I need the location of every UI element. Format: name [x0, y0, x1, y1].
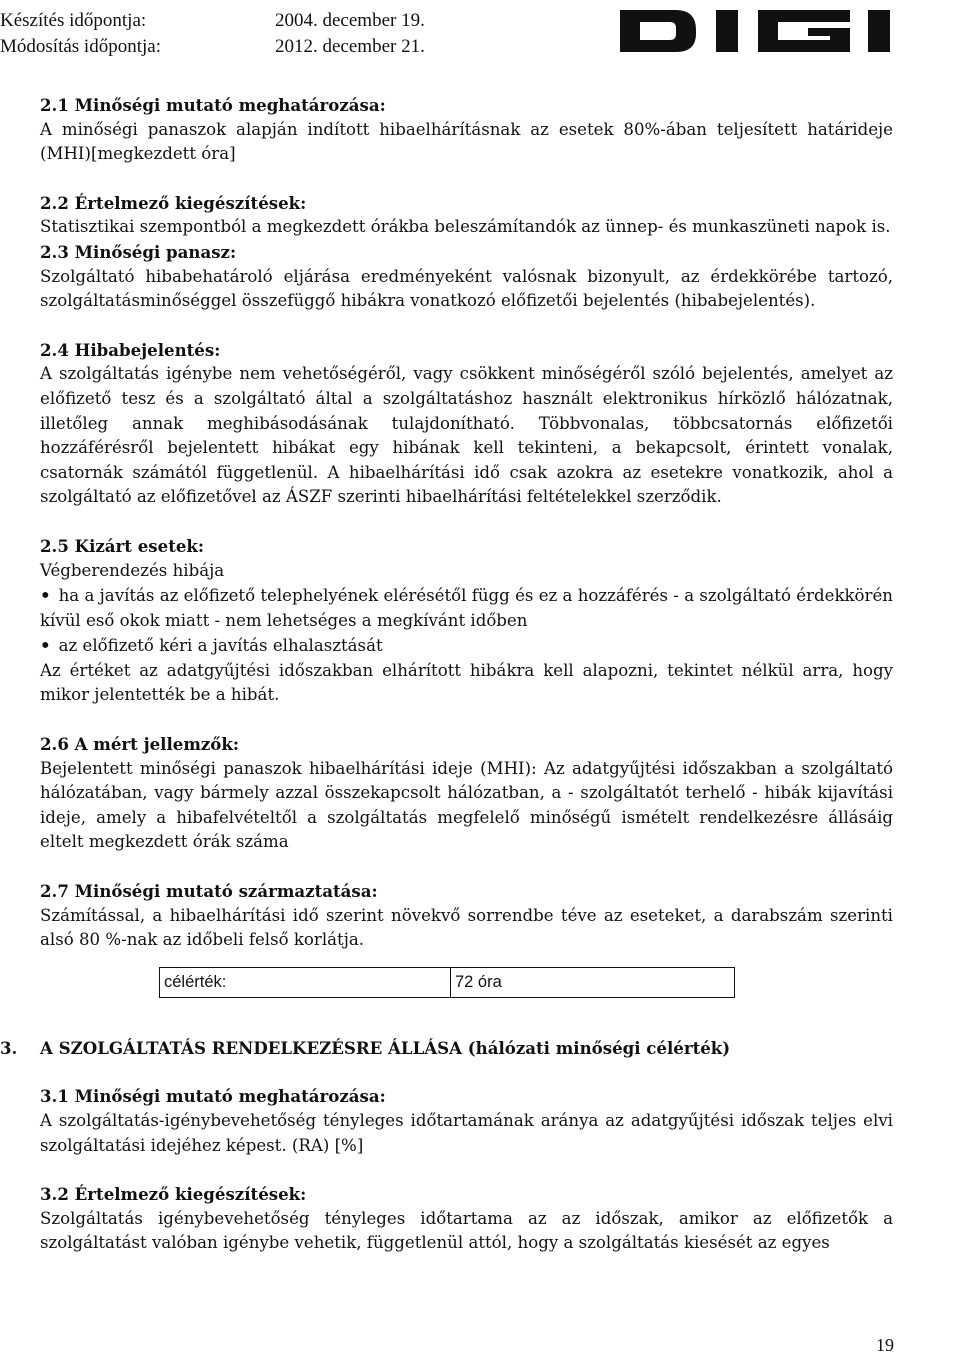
bullet-icon: • — [40, 585, 51, 606]
section-2-1-title: 2.1 Minőségi mutató meghatározása: — [40, 95, 386, 115]
created-value: 2004. december 19. — [275, 10, 425, 31]
digi-logo — [618, 8, 956, 54]
section-3-2-text: Szolgáltatás igénybevehetőség tényleges időtartama az az időszak, amikor az előfizetők a szolgáltatást valóban igénybe vehetik, függetlenül attól, hogy a szolgáltatás kiesését az egyes — [40, 1208, 893, 1253]
document-body — [0, 93, 893, 1256]
section-3-1-title: 3.1 Minőségi mutató meghatározása: — [40, 1086, 386, 1107]
section-3-1-text: A szolgáltatás-igénybevehetőség tényleges időtartamának aránya az adatgyűjtési időszak teljes elvi szolgáltatási idejéhez képest. (RA) [%] — [40, 1111, 893, 1155]
section-2-7-title: 2.7 Minőségi mutató származtatása: — [40, 881, 378, 902]
list-item: • az előfizető kéri a javítás elhalasztását — [40, 635, 383, 656]
section-2-2-title: 2.2 Értelmező kiegészítések: — [40, 192, 307, 213]
section-2-4-title: 2.4 Hibabejelentés: — [40, 339, 221, 360]
section-2-3-title: 2.3 Minőségi panasz: — [40, 241, 237, 262]
section-2-2-text: Statisztikai szempontból a megkezdett órákba beleszámítandók az ünnep- és munkaszüneti napok is. — [40, 217, 891, 237]
bullet-icon: • — [40, 635, 51, 656]
section-2-5-text: Az értéket az adatgyűjtési időszakban elhárított hibákra kell alapozni, tekintet nélkül arra, hogy mikor jelentették be a hibát. — [40, 660, 893, 705]
page-number: 19 — [876, 1335, 894, 1355]
modified-value: 2012. december 21. — [275, 36, 425, 57]
section-3-heading — [0, 1036, 893, 1061]
section-2-5-title: 2.5 Kizárt esetek: — [40, 535, 205, 556]
section-2-4-text: A szolgáltatás igénybe nem vehetőségéről, vagy csökkent minőségéről szóló bejelentés, amelyet az előfizető tesz és a szolgáltató által a szolgáltatáshoz használt elektronikus hírközlő hálózatnak, illetőleg annak meghibásodásának tulajdonítható. Többvonalas, többcsatornás előfizetői hozzáférésről bejelentett hibákat egy hibának kell tekinteni, a bekapcsolt, érintett vonalak, csatornák számától függetlenül. A hibaelhárítási idő csak azokra az esetekre vonatkozik, ahol a szolgáltató az előfizetővel az ÁSZF szerinti hibaelhárítási feltételekkel szerződik. — [40, 364, 893, 507]
section-2-7-text: Számítással, a hibaelhárítási idő szerint növekvő sorrendbe téve az eseteket, a darabszám szerinti alsó 80 %-nak az időbeli felső korlátja. — [40, 905, 893, 950]
section-2-6-title: 2.6 A mért jellemzők: — [40, 734, 239, 755]
section-2-3-text: Szolgáltató hibabehatároló eljárása eredményeként valósnak bizonyult, az érdekkörébe tartozó, szolgáltatásminőséggel összefüggő hibákra vonatkozó előfizetői bejelentés (hibabejelentés). — [40, 266, 893, 311]
section-2-6-text: Bejelentett minőségi panaszok hibaelhárítási ideje (MHI): Az adatgyűjtési időszakban a szolgáltató hálózatában, vagy bármely azzal összekapcsolt hálózatban, a - szolgáltatót terhelő - hibák kijavítási ideje, amely a hibafelvételtől a szolgáltatás megfelelő minőségű ismételt rendelkezésre állásáig eltelt megkezdett órák száma — [40, 758, 893, 852]
section-3-number: 3. — [0, 1037, 18, 1058]
table-row — [160, 967, 735, 997]
target-value-cell: 72 óra — [451, 967, 735, 997]
created-label: Készítés időpontja: — [0, 10, 147, 31]
section-2-5-intro: Végberendezés hibája — [40, 560, 225, 580]
page-header — [0, 8, 960, 70]
target-value-table — [159, 967, 735, 998]
target-label-cell: célérték: — [160, 967, 451, 997]
section-2-1-text: A minőségi panaszok alapján indított hibaelhárításnak az esetek 80%-ában teljesített határideje (MHI)[megkezdett óra] — [40, 119, 893, 164]
excluded-cases-list — [40, 583, 893, 659]
modified-label: Módosítás időpontja: — [0, 36, 161, 57]
section-3-title: A SZOLGÁLTATÁS RENDELKEZÉSRE ÁLLÁSA (hálózati minőségi célérték) — [40, 1037, 731, 1058]
section-3-2-title: 3.2 Értelmező kiegészítések: — [40, 1184, 307, 1205]
list-item: • ha a javítás az előfizető telephelyének elérésétől függ és ez a hozzáférés - a szolgáltató érdekkörén kívül eső okok miatt - nem lehetséges a megkívánt időben — [40, 585, 893, 630]
